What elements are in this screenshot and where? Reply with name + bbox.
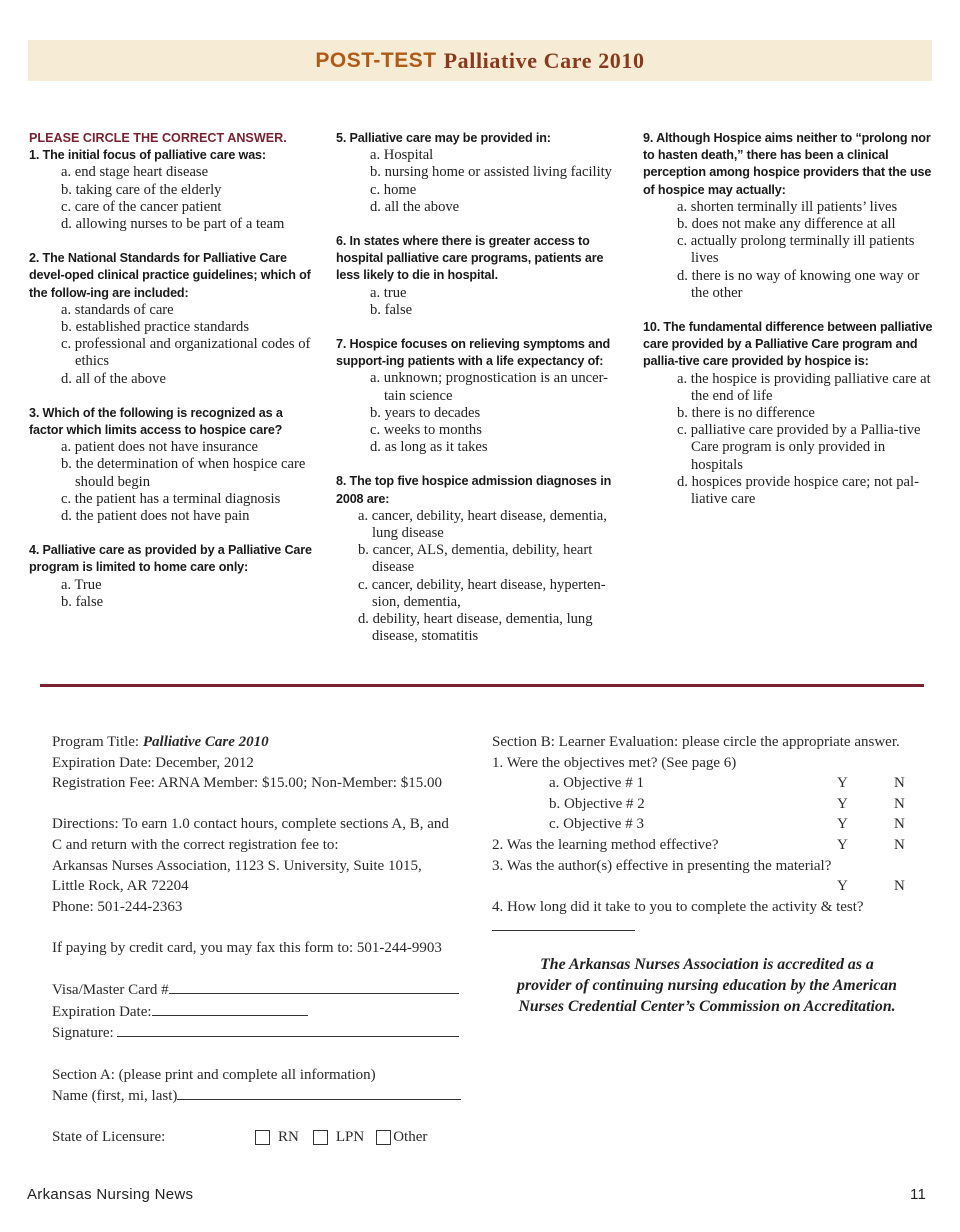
question-2: 2. The National Standards for Palliative Care devel-oped clinical practice guidelines; which of the follow-ing are included: [29, 251, 311, 300]
option[interactable]: a. cancer, debility, heart disease, dementia, lung disease [358, 507, 607, 542]
question-5-options [336, 147, 628, 216]
option[interactable]: d. allowing nurses to be part of a team [61, 216, 285, 233]
question-1-options [29, 164, 319, 233]
question-2-options [29, 302, 319, 388]
objective-label: a. Objective # 1 [549, 775, 644, 792]
questions-column-3 [643, 130, 935, 508]
option[interactable]: b. established practice standards [61, 319, 250, 336]
page-number: 11 [910, 1186, 927, 1203]
yes-option[interactable]: Y [837, 795, 848, 812]
option[interactable]: a. unknown; prognostication is an uncer-tain science [370, 370, 609, 404]
lpn-checkbox[interactable] [313, 1130, 328, 1145]
name-field[interactable] [177, 1085, 461, 1100]
option[interactable]: c. actually prolong terminally ill patients lives [677, 233, 915, 267]
eval-question-2-row [492, 835, 922, 856]
option[interactable]: d. all the above [370, 198, 460, 215]
yes-option[interactable]: Y [837, 816, 848, 833]
option[interactable]: b. years to decades [370, 404, 481, 421]
signature-row [52, 1022, 472, 1044]
option[interactable]: a. standards of care [61, 301, 174, 318]
question-4-options [29, 577, 319, 611]
section-a-heading: Section A: (please print and complete all information) [52, 1066, 376, 1083]
no-option[interactable]: N [894, 878, 905, 895]
registration-fee: Registration Fee: ARNA Member: $15.00; Non-Member: $15.00 [52, 775, 442, 792]
card-number-field[interactable] [169, 979, 459, 994]
yes-option[interactable]: Y [837, 775, 848, 792]
question-10: 10. The fundamental difference between palliative care provided by a Palliative Care program and pallia-tive care provided by hospice is: [643, 320, 933, 369]
phone: Phone: 501-244-2363 [52, 898, 183, 915]
rn-checkbox[interactable] [255, 1130, 270, 1145]
accreditation-statement [492, 954, 922, 1017]
question-9-options [643, 199, 935, 302]
option[interactable]: a. shorten terminally ill patients’ lives [677, 198, 898, 215]
objective-label: b. Objective # 2 [549, 795, 645, 812]
option[interactable]: d. debility, heart disease, dementia, lung disease, stomatitis [358, 611, 593, 645]
section-divider [40, 684, 924, 687]
option[interactable]: d. hospices provide hospice care; not pal-liative care [677, 473, 919, 508]
yes-option[interactable]: Y [837, 878, 848, 895]
objective-label: c. Objective # 3 [549, 816, 644, 833]
option[interactable]: c. palliative care provided by a Pallia-tive Care program is only provided in hospitals [677, 422, 921, 473]
option[interactable]: a. the hospice is providing palliative care at the end of life [677, 370, 931, 404]
option[interactable]: b. taking care of the elderly [61, 181, 222, 198]
no-option[interactable]: N [894, 795, 905, 812]
eval-question-1: 1. Were the objectives met? (See page 6) [492, 754, 737, 771]
card-expiration-label: Expiration Date: [52, 1003, 152, 1020]
card-number-row [52, 979, 472, 1001]
expiration-date: Expiration Date: December, 2012 [52, 754, 254, 771]
eval-question-2: 2. Was the learning method effective? [492, 836, 719, 853]
questions-column-2 [336, 130, 628, 645]
card-expiration-row [52, 1001, 472, 1023]
option[interactable]: c. care of the cancer patient [61, 198, 222, 215]
instructions: PLEASE CIRCLE THE CORRECT ANSWER. [29, 131, 287, 145]
question-8: 8. The top five hospice admission diagnoses in 2008 are: [336, 474, 612, 506]
option[interactable]: b. false [370, 301, 413, 318]
yes-option[interactable]: Y [837, 836, 848, 853]
option[interactable]: b. the determination of when hospice care should begin [61, 456, 306, 490]
option[interactable]: c. the patient has a terminal diagnosis [61, 490, 281, 507]
question-1: 1. The initial focus of palliative care was: [29, 148, 266, 163]
option[interactable]: d. all of the above [61, 370, 166, 387]
questions-column-1 [29, 130, 319, 611]
time-taken-field[interactable] [492, 918, 635, 931]
publication-name: Arkansas Nursing News [27, 1186, 194, 1203]
option[interactable]: d. there is no way of knowing one way or the other [677, 267, 920, 301]
question-6: 6. In states where there is greater access to hospital palliative care programs, patients are less likely to die in hospital. [336, 234, 604, 283]
program-title-line [52, 732, 472, 753]
section-b-heading: Section B: Learner Evaluation: please circle the appropriate answer. [492, 734, 900, 750]
question-9: 9. Although Hospice aims neither to “prolong nor to hasten death,” there has been a clinical perception among hospice providers that the use of hospice may actually: [643, 131, 932, 197]
post-test-label: POST-TEST [315, 48, 437, 72]
option[interactable]: a. true [370, 284, 407, 301]
question-10-options [643, 371, 935, 509]
registration-form [52, 732, 472, 1148]
directions-line-2: C and return with the correct registration fee to: [52, 836, 339, 853]
fax-note: If paying by credit card, you may fax this form to: 501-244-9903 [52, 939, 442, 956]
eval-question-3-answer [492, 876, 922, 897]
signature-label: Signature: [52, 1025, 118, 1042]
question-7-options [336, 370, 628, 456]
directions-line-1: Directions: To earn 1.0 contact hours, complete sections A, B, and [52, 816, 449, 833]
option[interactable]: b. false [61, 593, 104, 610]
question-8-options [336, 508, 628, 646]
accreditation-line-2: provider of continuing nursing education by the American [517, 976, 897, 994]
licensure-label: State of Licensure: [52, 1129, 166, 1146]
option[interactable]: a. Hospital [370, 147, 434, 164]
option[interactable]: a. patient does not have insurance [61, 439, 258, 456]
option[interactable]: a. end stage heart disease [61, 164, 209, 181]
question-3-options [29, 439, 319, 525]
address-line-2: Little Rock, AR 72204 [52, 878, 189, 895]
no-option[interactable]: N [894, 816, 905, 833]
objective-row [492, 773, 922, 794]
option[interactable]: b. does not make any difference at all [677, 216, 896, 233]
page-title: Palliative Care 2010 [443, 47, 645, 73]
eval-question-4: 4. How long did it take to you to complete the activity & test? [492, 898, 864, 915]
option[interactable]: b. nursing home or assisted living facility [370, 164, 612, 181]
no-option[interactable]: N [894, 775, 905, 792]
objective-row [492, 794, 922, 815]
option[interactable]: c. home [370, 181, 417, 198]
question-4: 4. Palliative care as provided by a Palliative Care program is limited to home care only: [29, 543, 312, 575]
option[interactable]: a. True [61, 576, 102, 593]
question-5: 5. Palliative care may be provided in: [336, 131, 551, 145]
option[interactable]: c. cancer, debility, heart disease, hyperten-sion, dementia, [358, 576, 606, 610]
learner-evaluation [492, 732, 922, 1017]
question-3: 3. Which of the following is recognized as a factor which limits access to hospice care? [29, 405, 283, 438]
program-title-label: Program Title: [52, 734, 143, 750]
option[interactable]: c. professional and organizational codes of ethics [61, 336, 311, 370]
title-banner [28, 40, 932, 81]
question-7: 7. Hospice focuses on relieving symptoms and support-ing patients with a life expectancy of: [336, 337, 611, 369]
accreditation-line-3: Nurses Credential Center’s Commission on Accreditation. [518, 997, 896, 1015]
signature-field[interactable] [117, 1022, 459, 1037]
option[interactable]: c. weeks to months [370, 422, 482, 439]
card-number-label: Visa/Master Card # [52, 982, 169, 999]
card-expiration-field[interactable] [152, 1001, 308, 1016]
other-label: Other [393, 1129, 428, 1146]
name-row [52, 1085, 472, 1107]
question-6-options [336, 285, 628, 319]
accreditation-line-1: The Arkansas Nurses Association is accredited as a [540, 955, 874, 973]
rn-label: RN [278, 1129, 299, 1146]
address-line-1: Arkansas Nurses Association, 1123 S. University, Suite 1015, [52, 857, 422, 874]
eval-question-3: 3. Was the author(s) effective in presenting the material? [492, 857, 832, 874]
lpn-label: LPN [335, 1129, 365, 1146]
option[interactable]: b. there is no difference [677, 405, 815, 422]
other-checkbox[interactable] [376, 1130, 391, 1145]
licensure-row [52, 1127, 472, 1148]
program-title: Palliative Care 2010 [142, 734, 269, 750]
objective-row [492, 814, 922, 835]
option[interactable]: b. cancer, ALS, dementia, debility, heart disease [358, 542, 593, 576]
option[interactable]: d. the patient does not have pain [61, 508, 250, 525]
option[interactable]: d. as long as it takes [370, 439, 488, 456]
name-label: Name (first, mi, last) [52, 1088, 178, 1105]
no-option[interactable]: N [894, 836, 905, 853]
